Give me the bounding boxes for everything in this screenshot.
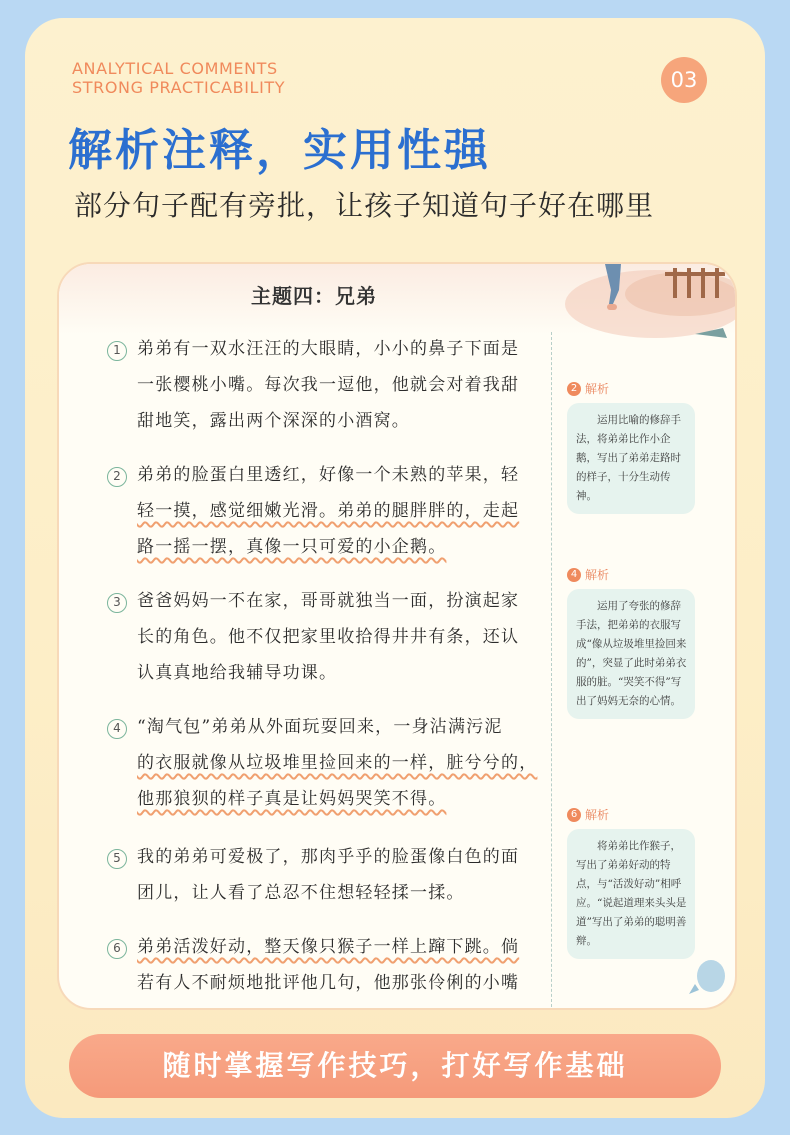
book-page-preview — [57, 262, 737, 1010]
theme-title: 主题四：兄弟 — [251, 284, 377, 308]
text-line-annotated: 弟弟活泼好动，整天像只猴子一样上蹿下跳。倘 — [137, 937, 520, 957]
annotation-note-2 — [567, 380, 695, 514]
text-line: 弟弟有一双水汪汪的大眼睛，小小的鼻子下面是 — [137, 339, 520, 359]
text-line: 我的弟弟可爱极了，那肉乎乎的脸蛋像白色的面 — [137, 847, 520, 867]
english-heading — [72, 59, 285, 97]
paragraph-number: 5 — [107, 849, 127, 869]
annotation-note-6 — [567, 806, 695, 959]
english-line-2: STRONG PRACTICABILITY — [72, 78, 286, 97]
text-line: 甜地笑，露出两个深深的小酒窝。 — [137, 411, 410, 431]
paragraph-number: 3 — [107, 593, 127, 613]
page-title: 解析注释，实用性强 — [68, 125, 491, 176]
page-subtitle: 部分句子配有旁批，让孩子知道句子好在哪里 — [74, 189, 655, 222]
note-number: 4 — [567, 568, 581, 582]
text-line-annotated: 路一摇一摆，真像一只可爱的小企鹅。 — [137, 537, 447, 557]
section-number-badge: 03 — [661, 57, 707, 103]
note-text: 运用了夸张的修辞手法，把弟弟的衣服写成“像从垃圾堆里捡回来的”，突显了此时弟弟衣服的脏。“哭笑不得”写出了妈妈无奈的心情。 — [567, 589, 695, 719]
note-label: 解析 — [585, 382, 610, 396]
note-header — [567, 806, 695, 823]
note-header — [567, 380, 695, 397]
watering-can-icon — [689, 954, 729, 998]
column-divider — [551, 332, 552, 1010]
text-line: “淘气包”弟弟从外面玩耍回来，一身沾满污泥 — [137, 717, 503, 737]
paragraph-number: 4 — [107, 719, 127, 739]
note-label: 解析 — [585, 568, 610, 582]
paragraph-number: 1 — [107, 341, 127, 361]
boy-illustration-icon — [535, 264, 735, 352]
english-line-1: ANALYTICAL COMMENTS — [72, 59, 278, 78]
paragraph-number: 6 — [107, 939, 127, 959]
text-line: 爸爸妈妈一不在家，哥哥就独当一面，扮演起家 — [137, 591, 520, 611]
text-line: 团儿，让人看了总忍不住想轻轻揉一揉。 — [137, 883, 465, 903]
text-line-annotated: 的衣服就像从垃圾堆里捡回来的一样，脏兮兮的， — [137, 753, 538, 773]
text-line: 长的角色。他不仅把家里收拾得井井有条，还认 — [137, 627, 520, 647]
text-line: 若有人不耐烦地批评他几句，他那张伶俐的小嘴 — [137, 973, 520, 993]
paragraph-number: 2 — [107, 467, 127, 487]
note-label: 解析 — [585, 808, 610, 822]
text-line-annotated: 轻一摸，感觉细嫩光滑。弟弟的腿胖胖的，走起 — [137, 501, 520, 521]
note-number: 2 — [567, 382, 581, 396]
note-text: 运用比喻的修辞手法，将弟弟比作小企鹅，写出了弟弟走路时的样子，十分生动传神。 — [567, 403, 695, 514]
text-line: 弟弟的脸蛋白里透红，好像一个未熟的苹果，轻 — [137, 465, 520, 485]
annotation-note-4 — [567, 566, 695, 719]
bottom-banner: 随时掌握写作技巧，打好写作基础 — [69, 1034, 721, 1098]
text-line: 一张樱桃小嘴。每次我一逗他，他就会对着我甜 — [137, 375, 520, 395]
note-number: 6 — [567, 808, 581, 822]
note-header — [567, 566, 695, 583]
text-line: 认真真地给我辅导功课。 — [137, 663, 338, 683]
note-text: 将弟弟比作猴子，写出了弟弟好动的特点，与“活泼好动”相呼应。“说起道理来头头是道”写出了弟弟的聪明善辩。 — [567, 829, 695, 959]
text-line-annotated: 他那狼狈的样子真是让妈妈哭笑不得。 — [137, 789, 447, 809]
